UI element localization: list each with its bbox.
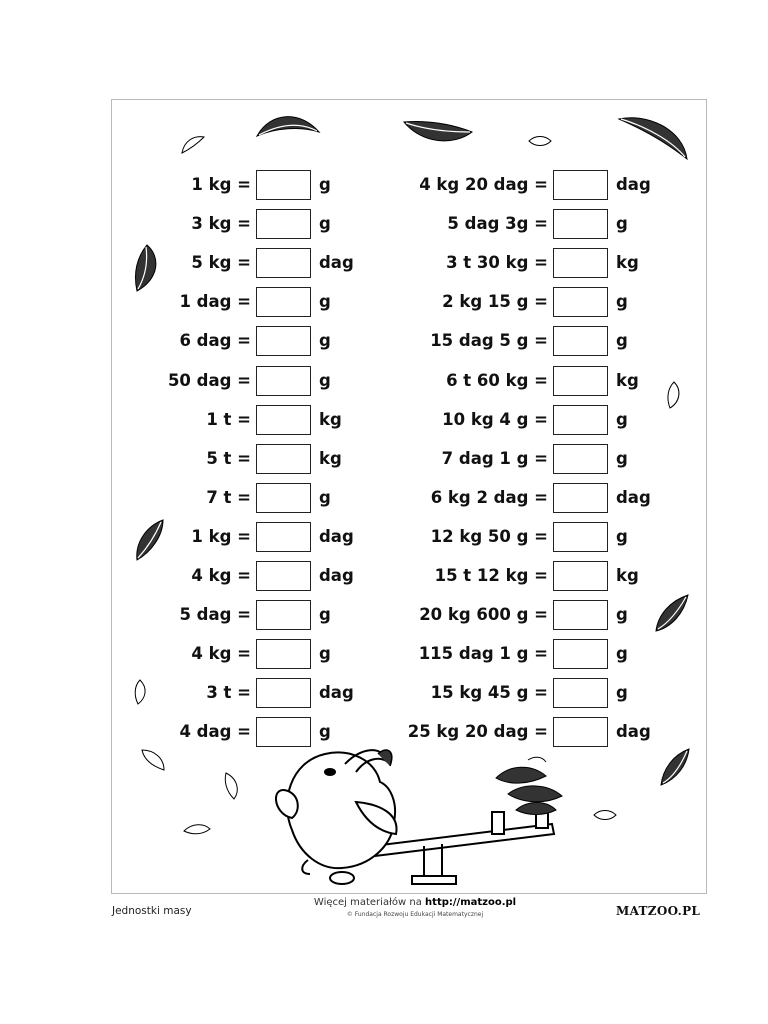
leaf-icon — [222, 771, 242, 801]
left-unit: g — [319, 488, 331, 507]
footer-credits — [300, 897, 530, 918]
right-unit: g — [616, 644, 628, 663]
right-answer-box[interactable] — [553, 170, 608, 200]
right-answer-box[interactable] — [553, 561, 608, 591]
right-expression: 7 dag 1 g = — [441, 449, 548, 468]
left-answer-box[interactable] — [256, 209, 311, 239]
right-answer-box[interactable] — [553, 366, 608, 396]
leaf-icon — [402, 118, 474, 148]
right-expression: 25 kg 20 dag = — [407, 722, 548, 741]
leaf-icon — [132, 678, 148, 706]
leaf-icon — [140, 748, 166, 772]
left-unit: g — [319, 331, 331, 350]
right-expression: 4 kg 20 dag = — [419, 175, 548, 194]
right-answer-box[interactable] — [553, 639, 608, 669]
leaf-icon — [592, 809, 618, 823]
right-unit: g — [616, 292, 628, 311]
left-unit: dag — [319, 253, 354, 272]
worksheet-title: Jednostki masy — [112, 905, 192, 917]
left-answer-box[interactable] — [256, 326, 311, 356]
left-answer-box[interactable] — [256, 639, 311, 669]
left-expression: 5 kg = — [191, 253, 251, 272]
left-expression: 4 dag = — [179, 722, 251, 741]
right-expression: 2 kg 15 g = — [442, 292, 548, 311]
left-answer-box[interactable] — [256, 561, 311, 591]
leaf-icon — [180, 133, 206, 155]
leaf-icon — [664, 380, 684, 410]
left-unit: g — [319, 605, 331, 624]
leaf-icon — [255, 110, 321, 140]
footer-link[interactable]: http://matzoo.pl — [425, 897, 517, 908]
right-expression: 15 kg 45 g = — [430, 683, 548, 702]
right-expression: 3 t 30 kg = — [446, 253, 548, 272]
leaf-icon — [182, 823, 212, 837]
left-answer-box[interactable] — [256, 678, 311, 708]
left-expression: 1 kg = — [191, 175, 251, 194]
left-unit: g — [319, 214, 331, 233]
left-expression: 4 kg = — [191, 644, 251, 663]
left-answer-box[interactable] — [256, 444, 311, 474]
right-expression: 10 kg 4 g = — [442, 410, 548, 429]
right-expression: 20 kg 600 g = — [419, 605, 548, 624]
footer-copyright: © Fundacja Rozwoju Edukacji Matematycznej — [346, 911, 484, 918]
right-answer-box[interactable] — [553, 444, 608, 474]
right-answer-box[interactable] — [553, 248, 608, 278]
right-unit: g — [616, 683, 628, 702]
left-expression: 5 t = — [206, 449, 251, 468]
footer-more-text: Więcej materiałów na — [313, 897, 422, 908]
left-unit: g — [319, 644, 331, 663]
leaf-icon — [617, 113, 689, 161]
left-unit: kg — [319, 449, 342, 468]
right-unit: kg — [616, 371, 639, 390]
left-answer-box[interactable] — [256, 248, 311, 278]
right-unit: g — [616, 410, 628, 429]
right-answer-box[interactable] — [553, 678, 608, 708]
right-answer-box[interactable] — [553, 522, 608, 552]
right-answer-box[interactable] — [553, 405, 608, 435]
left-expression: 50 dag = — [167, 371, 251, 390]
left-answer-box[interactable] — [256, 287, 311, 317]
leaf-icon — [654, 593, 690, 633]
right-expression: 5 dag 3g = — [447, 214, 548, 233]
left-unit: g — [319, 722, 331, 741]
right-expression: 6 kg 2 dag = — [430, 488, 548, 507]
right-unit: g — [616, 527, 628, 546]
right-unit: g — [616, 605, 628, 624]
left-expression: 3 t = — [206, 683, 251, 702]
left-answer-box[interactable] — [256, 600, 311, 630]
left-unit: dag — [319, 683, 354, 702]
left-unit: dag — [319, 566, 354, 585]
left-expression: 1 t = — [206, 410, 251, 429]
right-unit: kg — [616, 566, 639, 585]
right-expression: 15 dag 5 g = — [430, 331, 548, 350]
left-unit: kg — [319, 410, 342, 429]
right-expression: 12 kg 50 g = — [430, 527, 548, 546]
left-answer-box[interactable] — [256, 522, 311, 552]
right-answer-box[interactable] — [553, 600, 608, 630]
left-unit: g — [319, 292, 331, 311]
right-unit: dag — [616, 175, 651, 194]
right-unit: dag — [616, 722, 651, 741]
left-answer-box[interactable] — [256, 405, 311, 435]
left-expression: 3 kg = — [191, 214, 251, 233]
right-expression: 115 dag 1 g = — [418, 644, 548, 663]
left-expression: 7 t = — [206, 488, 251, 507]
right-expression: 15 t 12 kg = — [434, 566, 548, 585]
right-unit: dag — [616, 488, 651, 507]
right-answer-box[interactable] — [553, 483, 608, 513]
right-answer-box[interactable] — [553, 326, 608, 356]
left-expression: 4 kg = — [191, 566, 251, 585]
left-expression: 1 dag = — [179, 292, 251, 311]
right-answer-box[interactable] — [553, 287, 608, 317]
leaf-icon — [659, 747, 691, 787]
left-expression: 1 kg = — [191, 527, 251, 546]
left-unit: g — [319, 175, 331, 194]
left-expression: 5 dag = — [179, 605, 251, 624]
elephant-on-seesaw-icon — [270, 742, 570, 892]
left-unit: dag — [319, 527, 354, 546]
left-expression: 6 dag = — [179, 331, 251, 350]
leaf-icon — [133, 518, 165, 562]
left-answer-box[interactable] — [256, 170, 311, 200]
right-unit: kg — [616, 253, 639, 272]
right-expression: 6 t 60 kg = — [446, 371, 548, 390]
brand-logo: MATZOO.PL — [616, 904, 701, 918]
right-answer-box[interactable] — [553, 209, 608, 239]
left-answer-box[interactable] — [256, 366, 311, 396]
leaf-icon — [133, 243, 161, 293]
left-unit: g — [319, 371, 331, 390]
leaf-icon — [527, 135, 553, 149]
right-unit: g — [616, 331, 628, 350]
right-unit: g — [616, 449, 628, 468]
right-unit: g — [616, 214, 628, 233]
left-answer-box[interactable] — [256, 483, 311, 513]
